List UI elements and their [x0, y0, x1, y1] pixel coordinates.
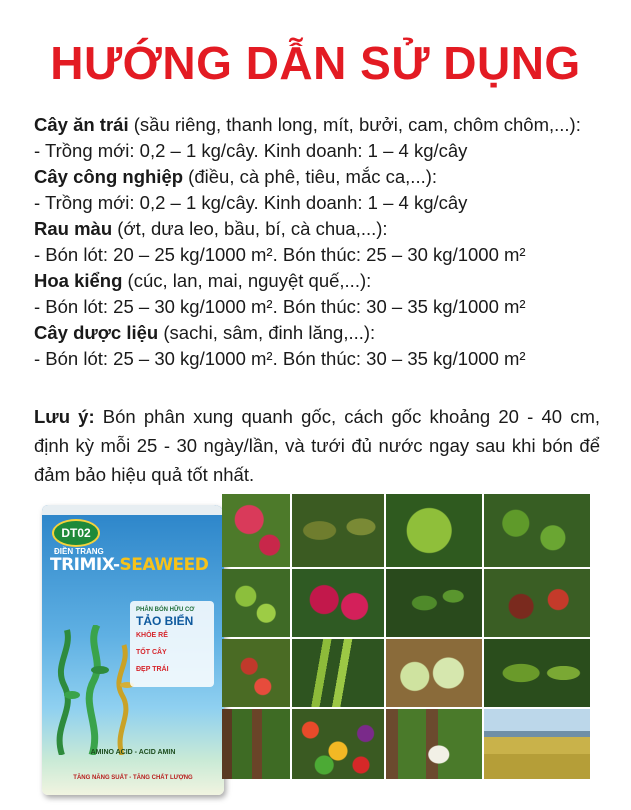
crop-photo: [222, 569, 290, 637]
crop-photo: [386, 569, 482, 637]
product-bag-image: [42, 505, 224, 795]
guide-line: Cây ăn trái (sầu riêng, thanh long, mít, bưởi, cam, chôm chôm,...):: [34, 114, 581, 135]
crop-photo: [386, 494, 482, 567]
page-title: HƯỚNG DẪN SỬ DỤNG: [50, 37, 581, 89]
bag-brand: ĐIỀN TRANG: [54, 547, 104, 556]
crop-photo: [292, 494, 384, 567]
crop-photo: [386, 639, 482, 707]
usage-note: [34, 402, 600, 489]
bag-slogan: TĂNG NĂNG SUẤT - TĂNG CHẤT LƯỢNG: [73, 775, 193, 781]
crop-photo: [484, 494, 590, 567]
crop-photo: [222, 494, 290, 567]
crop-photo: [386, 709, 482, 779]
guide-line: - Bón lót: 25 – 30 kg/1000 m². Bón thúc: 30 – 35 kg/1000 m²: [34, 348, 526, 369]
crop-photo: [292, 709, 384, 779]
crop-photo-grid: [222, 494, 590, 779]
guide-line: - Bón lót: 20 – 25 kg/1000 m². Bón thúc: 25 – 30 kg/1000 m²: [34, 244, 526, 265]
guide-line: - Trồng mới: 0,2 – 1 kg/cây. Kinh doanh: 1 – 4 kg/cây: [34, 140, 468, 161]
guide-line: - Bón lót: 25 – 30 kg/1000 m². Bón thúc: 30 – 35 kg/1000 m²: [34, 296, 526, 317]
guide-line: Cây công nghiệp (điều, cà phê, tiêu, mắc ca,...):: [34, 166, 438, 187]
usage-guide: [34, 112, 604, 372]
crop-photo: [222, 639, 290, 707]
bag-ingredients: AMINO ACID - ACID AMIN: [90, 749, 176, 756]
guide-line: - Trồng mới: 0,2 – 1 kg/cây. Kinh doanh: 1 – 4 kg/cây: [34, 192, 468, 213]
crop-photo: [292, 639, 384, 707]
guide-line: Rau màu (ớt, dưa leo, bầu, bí, cà chua,...):: [34, 218, 388, 239]
crop-photo: [292, 569, 384, 637]
crop-photo: [222, 709, 290, 779]
note-label: Lưu ý:: [34, 406, 95, 427]
bag-label-panel: PHÂN BÓN HỮU CƠ TẢO BIỂN KHỎE RỄ TỐT CÂY ĐẸP TRÁI: [130, 601, 214, 687]
guide-line: Cây dược liệu (sachi, sâm, đinh lăng,...):: [34, 322, 376, 343]
crop-photo: [484, 709, 590, 779]
crop-photo: [484, 569, 590, 637]
crop-photo: [484, 639, 590, 707]
brand-logo: DT02: [52, 519, 100, 547]
product-name: TRIMIX-SEAWEED: [50, 555, 209, 575]
note-text: Bón phân xung quanh gốc, cách gốc khoảng 20 - 40 cm, định kỳ mỗi 25 - 30 ngày/lần, và tưới đủ nước ngay sau khi bón để đảm bảo hiệu quả tốt nhất.: [34, 406, 600, 485]
guide-line: Hoa kiểng (cúc, lan, mai, nguyệt quế,...):: [34, 270, 372, 291]
